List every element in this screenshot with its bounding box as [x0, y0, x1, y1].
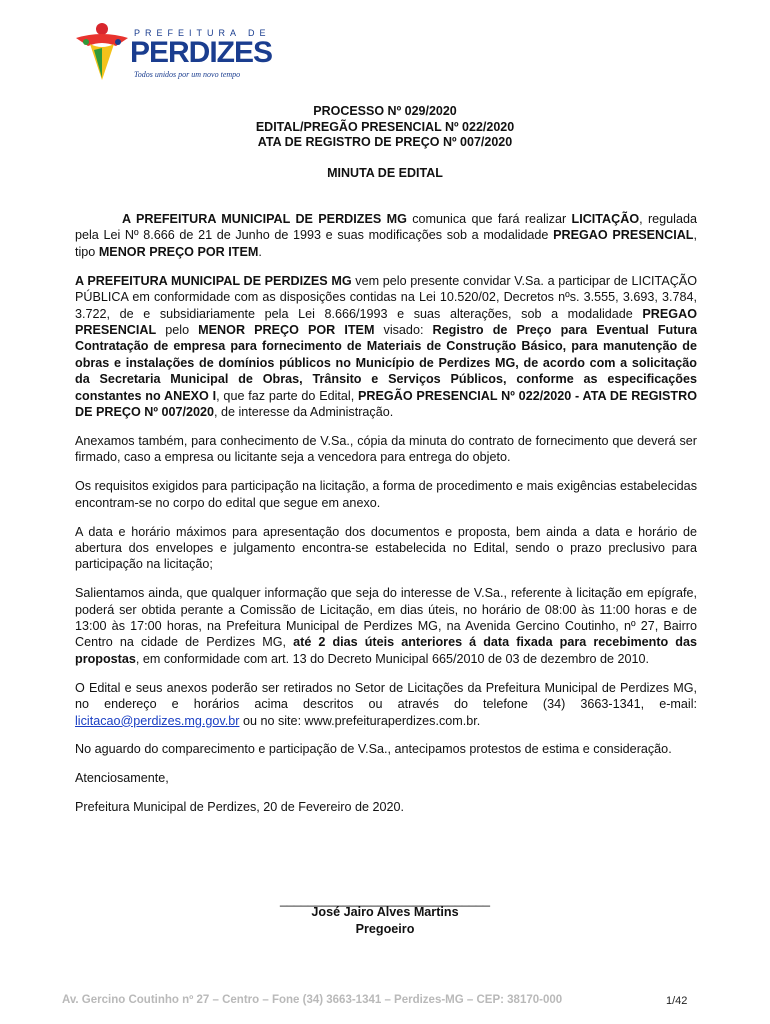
paragraph-regards: Atenciosamente, — [75, 771, 169, 786]
paragraph-retrieval: O Edital e seus anexos poderão ser retirados no Setor de Licitações da Prefeitura Municipal de Perdizes MG, no endereço e horários acima descritos ou através do telefone (34) 3663-1341, e-mail: licitacao@perdizes.mg.gov.br ou no site: www.prefeituraperdizes.com.br. — [75, 680, 697, 728]
paragraph-intro: A PREFEITURA MUNICIPAL DE PERDIZES MG comunica que fará realizar LICITAÇÃO, regulada pela Lei Nº 8.666 de 21 de Junho de 1993 e suas modificações sob a modalidade PREGAO PRESENCIAL, tipo MENOR PREÇO POR ITEM. — [75, 212, 697, 259]
logo-emblem-icon — [72, 20, 132, 84]
page-number: 1/42 — [666, 995, 688, 1007]
signatory-name: José Jairo Alves Martins — [311, 905, 459, 919]
email-link[interactable]: licitacao@perdizes.mg.gov.br — [75, 713, 240, 728]
prefeitura-logo — [72, 20, 272, 84]
logo-prefeitura-text: PREFEITURA DE — [134, 28, 271, 38]
paragraph-invitation: A PREFEITURA MUNICIPAL DE PERDIZES MG vem pelo presente convidar V.Sa. a participar de LICITAÇÃO PÚBLICA em conformidade com as disposições contidas na Lei 10.520/02, Decretos nºs. 3.555, 3.693, 3.784, 3.722, de e subsidiariamente pela Lei 8.666/1993 e suas alterações, sob a modalidade PREGAO PRESENCIAL pelo MENOR PREÇO POR ITEM visado: Registro de Preço para Eventual Futura Contratação de empresa para fornecimento de Materiais de Construção Básico, para manutenção de obras e instalações de domínios públicos no Município de Perdizes MG, de acordo com a solicitação da Secretaria Municipal de Obras, Trânsito e Serviços Públicos, conforme as especificações constantes no ANEXO I, que faz parte do Edital, PREGÃO PRESENCIAL Nº 022/2020 - ATA DE REGISTRO DE PREÇO Nº 007/2020, de interesse da Administração. — [75, 273, 698, 419]
document-body — [75, 211, 697, 828]
edital-number: EDITAL/PREGÃO PRESENCIAL Nº 022/2020 — [255, 120, 515, 134]
paragraph-attachments: Anexamos também, para conhecimento de V.Sa., cópia da minuta do contrato de fornecimento que deverá ser firmado, caso a empresa ou licitante seja a vencedora para entrega do objeto. — [75, 433, 697, 465]
process-number: PROCESSO Nº 029/2020 — [313, 104, 457, 118]
paragraph-closing: No aguardo do comparecimento e participação de V.Sa., antecipamos protestos de estima e consideração. — [75, 742, 672, 757]
signature-line: ______________________________ — [279, 893, 491, 907]
paragraph-date: Prefeitura Municipal de Perdizes, 20 de Fevereiro de 2020. — [75, 800, 405, 815]
paragraph-deadline: A data e horário máximos para apresentação dos documentos e proposta, bem ainda a data e horário de abertura dos envelopes e julgamento encontra-se estabelecida no Edital, sendo o prazo preclusivo para participação na licitação; — [75, 524, 697, 572]
signatory-role: Pregoeiro — [355, 922, 415, 936]
logo-slogan: Todos unidos por um novo tempo — [134, 70, 241, 79]
footer-address: Av. Gercino Coutinho nº 27 – Centro – Fone (34) 3663-1341 – Perdizes-MG – CEP: 38170-000 — [62, 994, 563, 1006]
paragraph-information: Salientamos ainda, que qualquer informação que seja do interesse de V.Sa., referente à licitação em epígrafe, poderá ser obtida perante a Comissão de Licitação, em dias úteis, no horário de 08:00 às 11:00 horas e de 13:00 às 17:00 horas, na Prefeitura Municipal de Perdizes MG, na Avenida Gercino Coutinho, nº 27, Bairro Centro na cidade de Perdizes MG, até 2 dias úteis anteriores á data fixada para recebimento das propostas, em conformidade com art. 13 do Decreto Municipal 665/2010 de 03 de dezembro de 2010. — [75, 586, 697, 666]
ata-number: ATA DE REGISTRO DE PREÇO Nº 007/2020 — [257, 135, 513, 149]
logo-perdizes-text: PERDIZES — [130, 36, 273, 69]
document-subtitle: MINUTA DE EDITAL — [327, 166, 443, 180]
paragraph-requirements: Os requisitos exigidos para participação na licitação, a forma de procedimento e mais exigências estabelecidas encontram-se no corpo do edital que segue em anexo. — [75, 479, 697, 510]
